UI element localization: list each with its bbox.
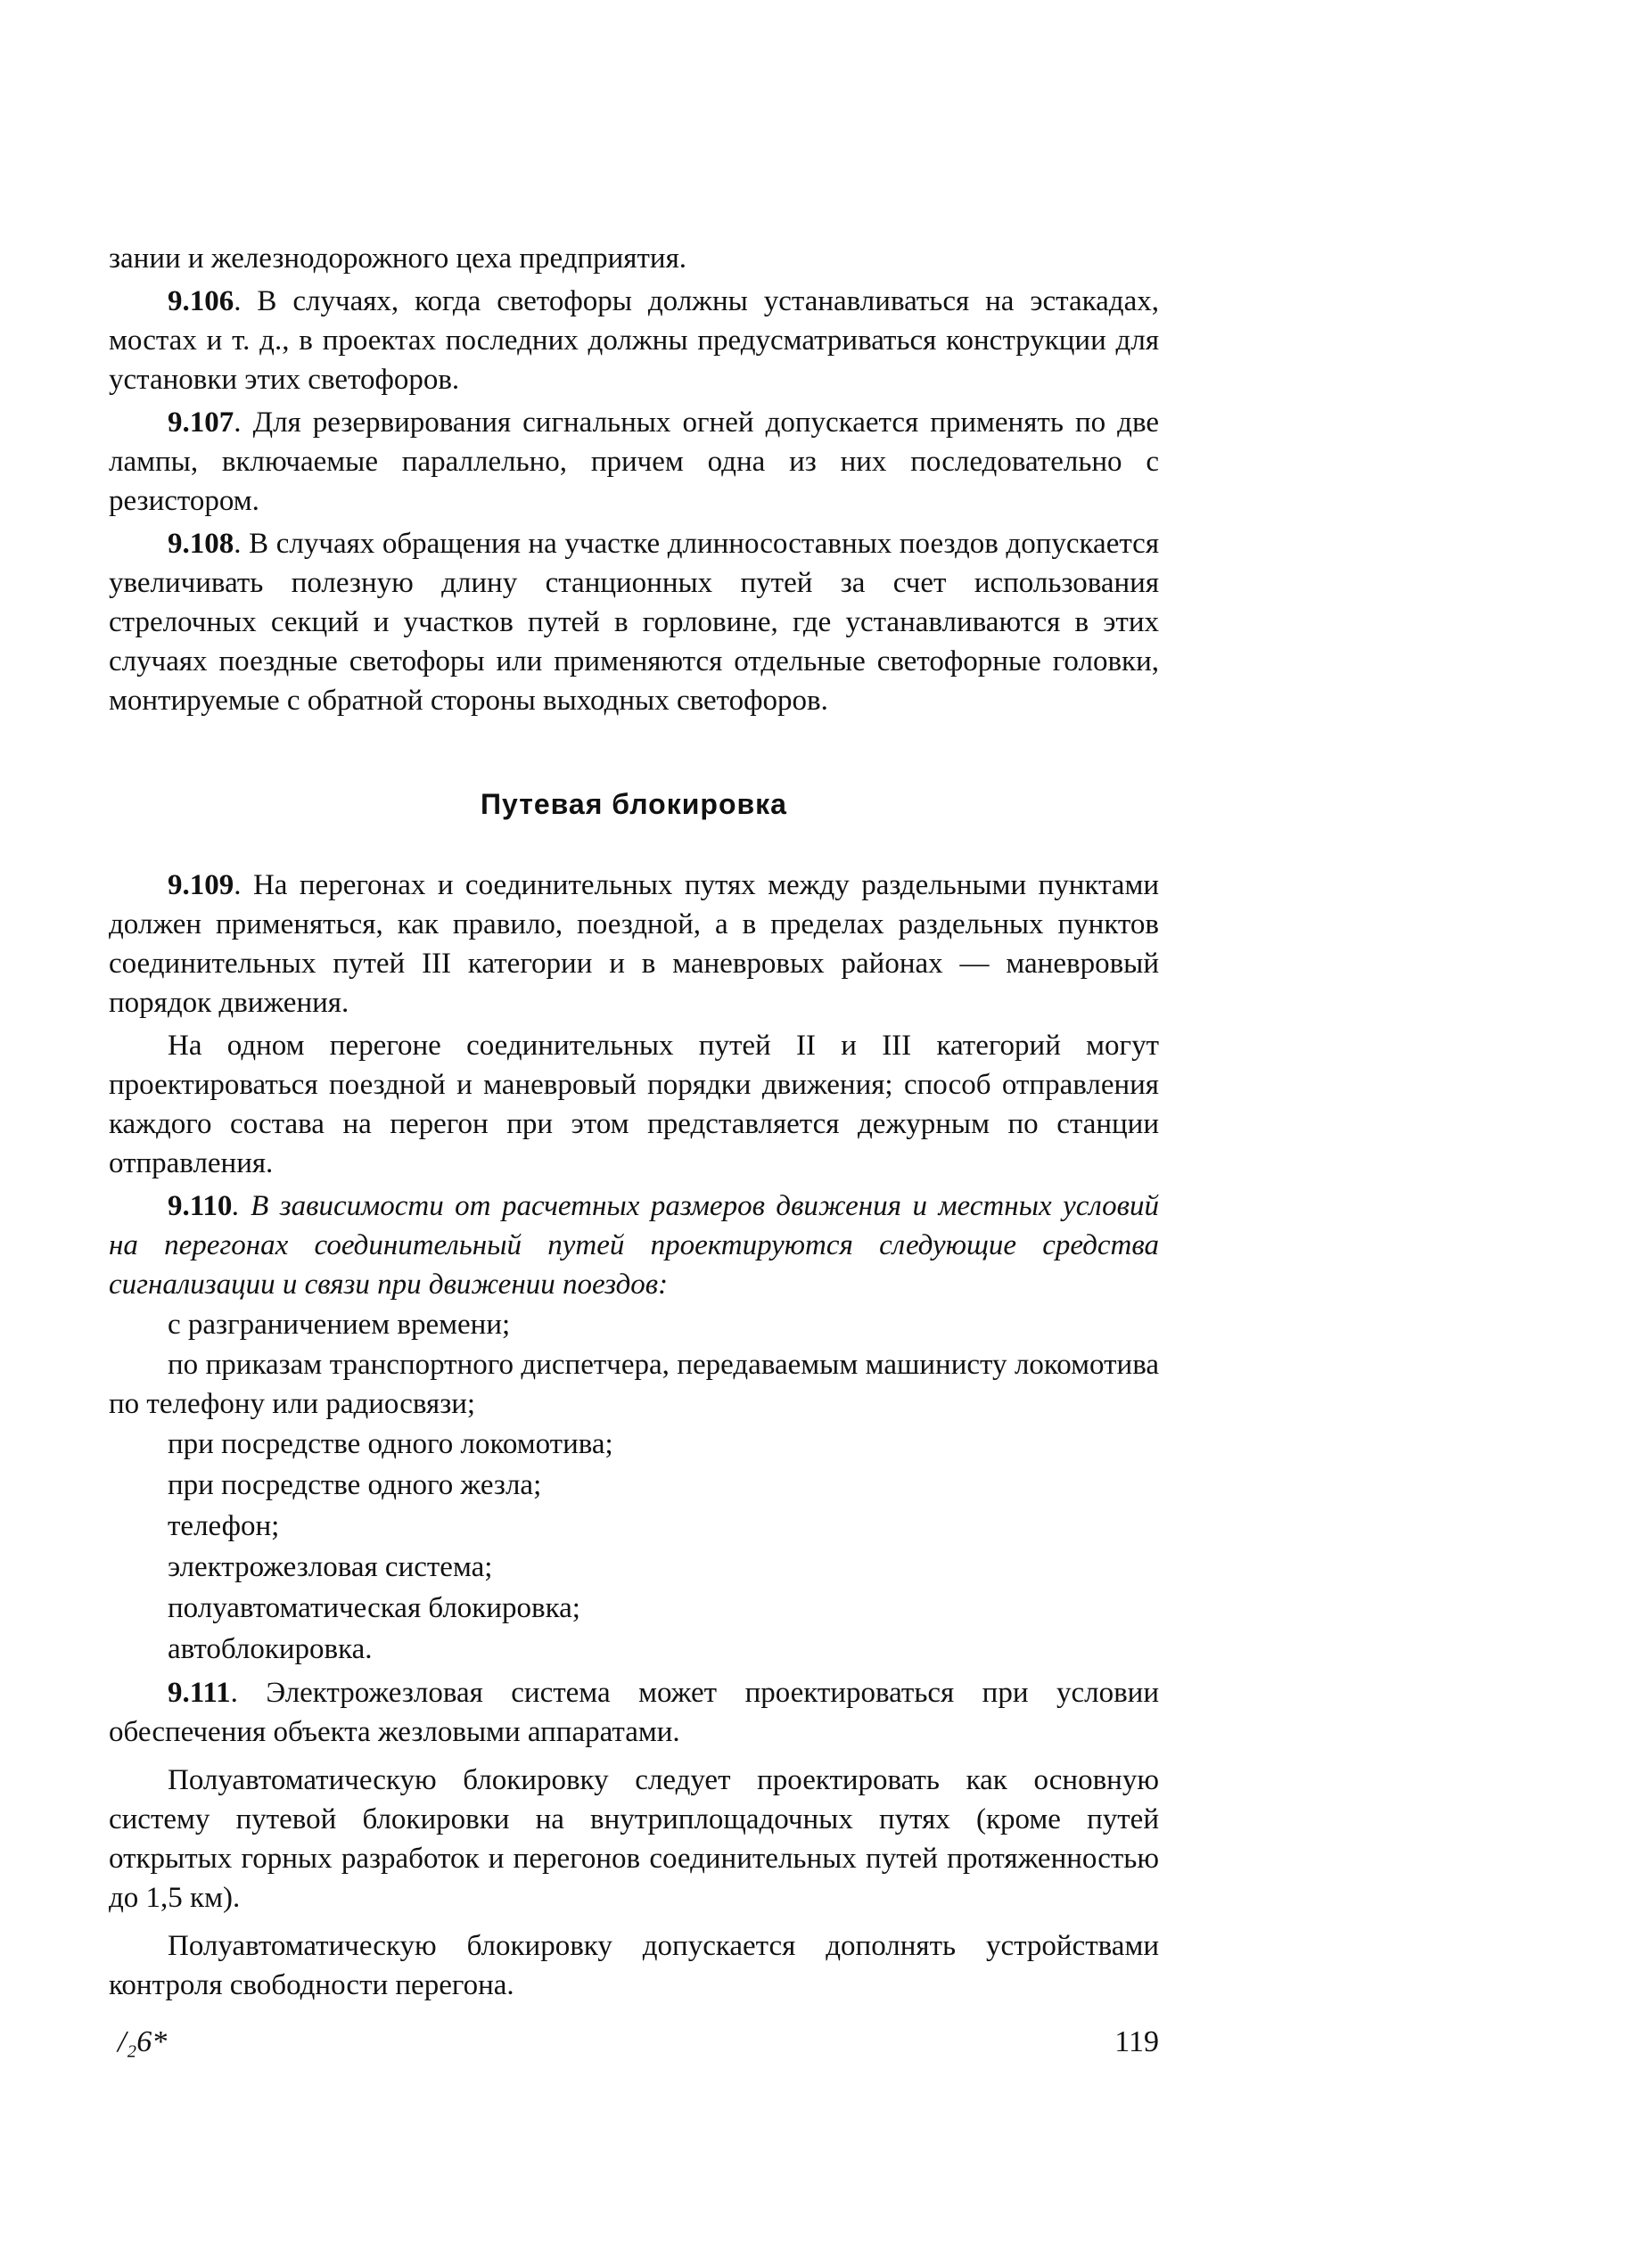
paragraph-number: 9.109 xyxy=(168,869,234,901)
paragraph-9-111-final: Полуавтоматическую блокировку допускается дополнять устройствами контроля свободности перегона. xyxy=(109,1930,1159,2001)
paragraph-text: . Для резервирования сигнальных огней допускается применять по две лампы, включаемые параллельно, причем одна из них последовательно с резистором. xyxy=(109,406,1159,517)
paragraph-9-111 xyxy=(109,1673,1159,1752)
paragraph-9-107 xyxy=(109,403,1159,521)
paragraph-text: . В зависимости от расчетных размеров движения и местных условий на перегонах соединительный путей проектируются следующие средства сигнализации и связи при движении поездов: xyxy=(109,1190,1159,1301)
list-item: полуавтоматическая блокировка; xyxy=(168,1592,580,1624)
list-item: при посредстве одного локомотива; xyxy=(168,1428,613,1460)
section-heading: Путевая блокировка xyxy=(481,788,787,820)
list-item-time-separation: с разграничением времени; xyxy=(168,1309,511,1341)
paragraph-9-110 xyxy=(109,1187,1159,1304)
paragraph-number: 9.110 xyxy=(168,1190,233,1222)
paragraph-9-111-continued: Полуавтоматическую блокировку следует проектировать как основную систему путевой блокировки на внутриплощадочных путях (кроме путей открытых горных разработок и перегонов соединительных путей протяженностью до 1,5 км). xyxy=(109,1764,1159,1914)
paragraph-9-108 xyxy=(109,524,1159,720)
list-item: телефон; xyxy=(168,1510,280,1542)
list-item: автоблокировка. xyxy=(168,1633,373,1665)
page-number: 119 xyxy=(1114,2025,1159,2058)
paragraph-number: 9.108 xyxy=(168,528,234,560)
paragraph-9-109-continued: На одном перегоне соединительных путей II и III категорий могут проектироваться поездной и маневровый порядки движения; способ отправления каждого состава на перегон при этом представляется дежурным по станции отправления. xyxy=(109,1030,1159,1179)
paragraph-number: 9.106 xyxy=(168,285,234,317)
paragraph-text: . В случаях обращения на участке длинносоставных поездов допускается увеличивать полезную длину станционных путей за счет использования стрелочных секций и участков путей в горловине, где устанавливаются в этих случаях поездные светофоры или применяются отдельные светофорные головки, монтируемые с обратной стороны выходных светофоров. xyxy=(109,528,1159,717)
signalling-means-list xyxy=(109,1424,1159,1670)
paragraph-text: . В случаях, когда светофоры должны устанавливаться на эстакадах, мостах и т. д., в проектах последних должны предусматриваться конструкции для установки этих светофоров. xyxy=(109,285,1159,396)
list-item-dispatcher: по приказам транспортного диспетчера, передаваемым машинисту локомотива по телефону или радиосвязи; xyxy=(109,1349,1159,1420)
list-item: электрожезловая система; xyxy=(168,1551,493,1583)
paragraph-text: . Электрожезловая система может проектироваться при условии обеспечения объекта жезловыми аппаратами. xyxy=(109,1677,1159,1748)
list-item: при посредстве одного жезла; xyxy=(168,1469,542,1501)
paragraph-9-106 xyxy=(109,282,1159,399)
paragraph-text: . На перегонах и соединительных путях между раздельными пунктами должен применяться, как правило, поездной, а в пределах раздельных пунктов соединительных путей III категории и в маневровых районах — маневровый порядок движения. xyxy=(109,869,1159,1019)
printer-signature: /₂6* xyxy=(118,2025,168,2058)
paragraph-number: 9.111 xyxy=(168,1677,231,1709)
paragraph-9-109 xyxy=(109,866,1159,1022)
page-footer xyxy=(118,2025,1159,2070)
intro-line: зании и железнодорожного цеха предприятия. xyxy=(109,242,686,275)
page-body xyxy=(109,239,1159,2005)
paragraph-number: 9.107 xyxy=(168,406,234,439)
